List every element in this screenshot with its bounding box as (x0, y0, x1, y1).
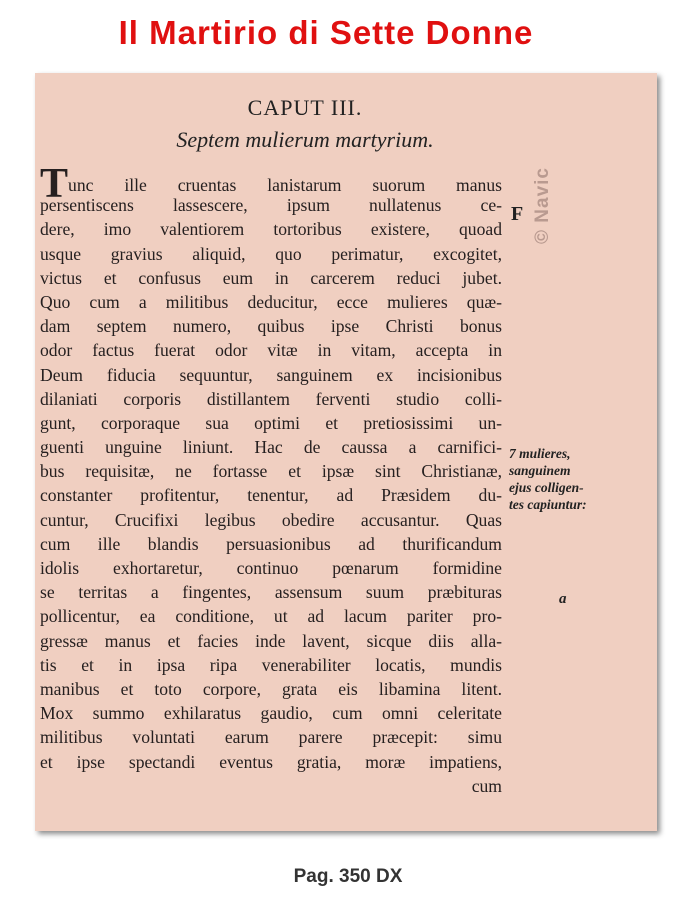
text-line: Quo cum a militibus deducitur, ecce mulieres quæ- (40, 291, 502, 312)
text-line: Mox summo exhilaratus gaudio, cum omni celeritate (40, 703, 502, 724)
text-line: Deum fiducia sequuntur, sanguinem ex incisionibus (40, 364, 502, 385)
text-line: dam septem numero, quibus ipse Christi bonus (40, 316, 502, 337)
page-title: Il Martirio di Sette Donne (118, 14, 534, 51)
text-line: persentiscens lassescere, ipsum nullatenus ce- (40, 195, 502, 216)
text-line: se territas a fingentes, assensum suum præbituras (40, 582, 502, 603)
text-line: dilaniati corporis distillantem ferventi studio colli- (40, 388, 502, 409)
text-line: manibus et toto corpore, grata eis libamina litent. (40, 678, 502, 699)
text-line: gunt, corporaque sua optimi et pretiosissimi un- (40, 412, 502, 433)
text-line: gressæ manus et facies inde lavent, sicque diis alla- (40, 630, 502, 651)
text-line: odor factus fuerat odor vitæ in vitam, accepta in (40, 340, 502, 361)
margin-note-line: ejus colligen- (509, 480, 584, 495)
text-line: constanter profitentur, tenentur, ad Præsidem du- (40, 485, 502, 506)
page-caption: Pag. 350 DX (293, 866, 403, 887)
chapter-heading: CAPUT III. (247, 95, 363, 120)
watermark: © Navic (532, 167, 553, 244)
text-line: usque gravius aliquid, quo perimatur, excogitet, (40, 243, 502, 264)
text-lines (40, 193, 502, 774)
text-line: et ipse spectandi eventus gratia, moræ impatiens, (40, 751, 502, 772)
text-line: idolis exhortaretur, continuo pœnarum formidine (40, 558, 502, 578)
text-line: militibus voluntati earum parere præcepit: simu (40, 727, 502, 748)
text-line: guenti unguine liniunt. Hac de caussa a carnifici- (40, 437, 502, 458)
text-line: cum ille blandis persuasionibus ad thurificandum (40, 533, 502, 554)
text-line: dere, imo valentiorem tortoribus existere, quoad (40, 219, 502, 240)
first-line-text: unc ille cruentas lanistarum suorum manus (68, 175, 502, 195)
text-line: victus et confusus eum in carcerem reduci jubet. (40, 267, 502, 288)
text-line: tis et in ipsa ripa venerabiliter locatis, mundis (40, 654, 502, 675)
body-text (40, 161, 502, 798)
marginal-letter-f: F (511, 203, 524, 225)
margin-note-line: tes capiuntur: (509, 497, 587, 512)
margin-note-line: 7 mulieres, (509, 446, 571, 461)
text-line: pollicentur, ea conditione, ut ad lacum pariter pro- (40, 606, 502, 627)
margin-note-line: sanguinem (509, 463, 571, 478)
marginal-letter-a: a (559, 591, 567, 607)
drop-cap: T (40, 161, 69, 207)
text-line: bus requisitæ, ne fortasse et ipsæ sint Christianæ, (40, 461, 502, 482)
margin-note (509, 445, 629, 513)
chapter-subtitle: Septem mulierum martyrium. (176, 127, 434, 152)
book-page (35, 73, 657, 831)
text-line: cuntur, Crucifixi legibus obedire accusantur. Quas (40, 509, 502, 530)
catchword: cum (471, 775, 502, 796)
